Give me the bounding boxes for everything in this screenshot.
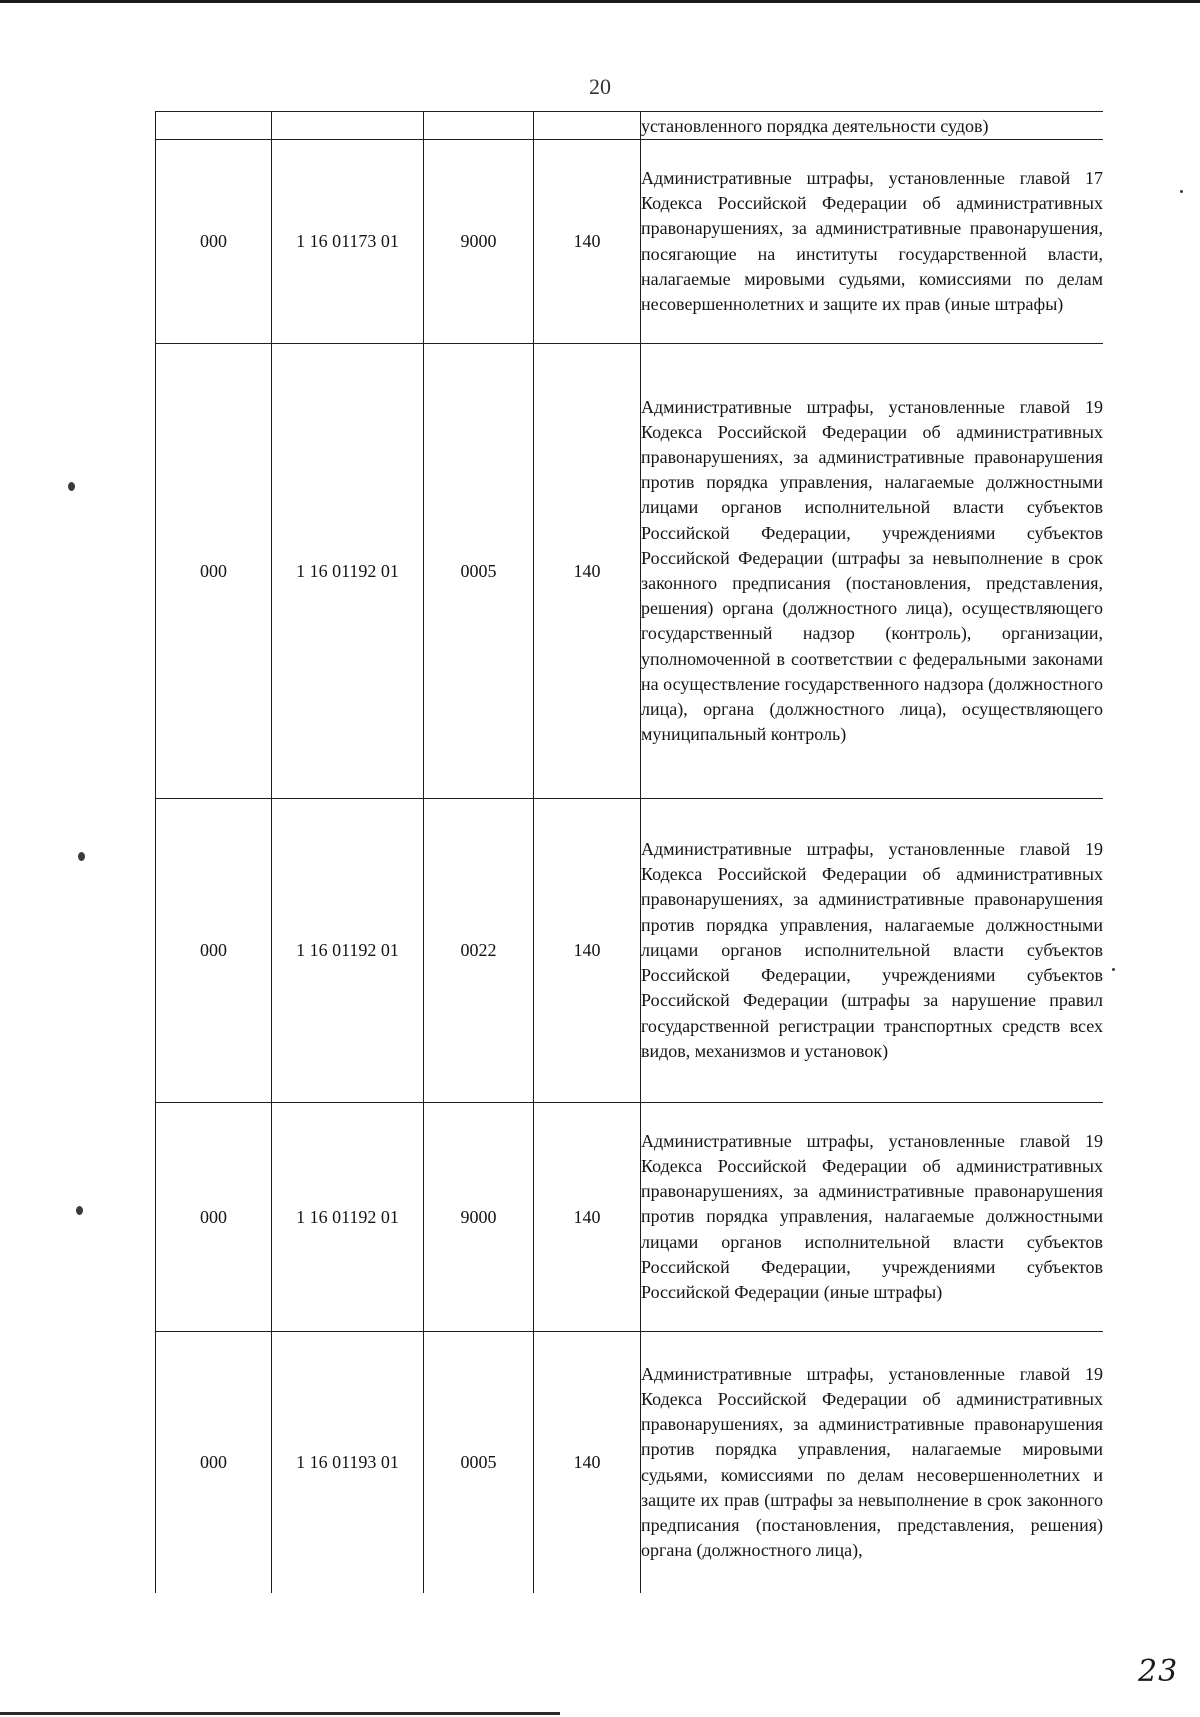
scan-speck: [76, 1206, 83, 1215]
kosgu-code-cell: 140: [534, 1332, 641, 1594]
description-cell: Административные штрафы, установленные главой 19 Кодекса Российской Федерации об административных правонарушениях, за административные правонарушения против порядка управления, налагаемые должностными лицами органов исполнительной власти субъектов Российской Федерации, учреждениями субъектов Российской Федерации (иные штрафы): [641, 1103, 1104, 1332]
kbk-code-cell: 1 16 01192 01: [272, 1103, 424, 1332]
kosgu-code-cell: [534, 112, 641, 140]
kosgu-code-cell: 140: [534, 1103, 641, 1332]
kbk-code-cell: 1 16 01192 01: [272, 344, 424, 799]
handwritten-sheet-number: 23: [1138, 1654, 1179, 1689]
admin-code-cell: 000: [156, 344, 272, 799]
page-number: 20: [589, 74, 611, 99]
program-code-cell: 0005: [424, 1332, 534, 1594]
description-cell: установленного порядка деятельности судов): [641, 112, 1104, 140]
program-code-cell: 0005: [424, 344, 534, 799]
admin-code-cell: [156, 112, 272, 140]
table-row: [156, 1103, 1104, 1332]
admin-code-cell: 000: [156, 799, 272, 1103]
admin-code-cell: 000: [156, 140, 272, 344]
description-cell: Административные штрафы, установленные главой 17 Кодекса Российской Федерации об административных правонарушениях, за административные правонарушения, посягающие на институты государственной власти, налагаемые мировыми судьями, комиссиями по делам несовершеннолетних и защите их прав (иные штрафы): [641, 140, 1104, 344]
table-row: [156, 1332, 1104, 1594]
program-code-cell: 9000: [424, 1103, 534, 1332]
table-row: [156, 140, 1104, 344]
scan-bottom-edge: [0, 1712, 560, 1715]
admin-code-cell: 000: [156, 1332, 272, 1594]
description-cell: Административные штрафы, установленные главой 19 Кодекса Российской Федерации об административных правонарушениях, за административные правонарушения против порядка управления, налагаемые должностными лицами органов исполнительной власти субъектов Российской Федерации, учреждениями субъектов Российской Федерации (штрафы за невыполнение в срок законного предписания (постановления, представления, решения) органа (должностного лица), осуществляющего государственный надзор (контроль), организации, уполномоченной в соответствии с федеральными законами на осуществление государственного надзора (должностного лица), органа (должностного лица), осуществляющего муниципальный контроль): [641, 344, 1104, 799]
admin-code-cell: 000: [156, 1103, 272, 1332]
table-row: [156, 799, 1104, 1103]
kbk-code-cell: 1 16 01173 01: [272, 140, 424, 344]
budget-classification-table: [155, 111, 1103, 1593]
description-cell: Административные штрафы, установленные главой 19 Кодекса Российской Федерации об административных правонарушениях, за административные правонарушения против порядка управления, налагаемые мировыми судьями, комиссиями по делам несовершеннолетних и защите их прав (штрафы за невыполнение в срок законного предписания (постановления, представления, решения) органа (должностного лица),: [641, 1332, 1104, 1594]
table-row: [156, 112, 1104, 140]
kbk-code-cell: 1 16 01193 01: [272, 1332, 424, 1594]
kosgu-code-cell: 140: [534, 140, 641, 344]
kbk-code-cell: [272, 112, 424, 140]
kbk-code-cell: 1 16 01192 01: [272, 799, 424, 1103]
scan-speck: [1112, 968, 1115, 971]
scan-speck: [1180, 190, 1183, 193]
kosgu-code-cell: 140: [534, 344, 641, 799]
description-cell: Административные штрафы, установленные главой 19 Кодекса Российской Федерации об административных правонарушениях, за административные правонарушения против порядка управления, налагаемые должностными лицами органов исполнительной власти субъектов Российской Федерации, учреждениями субъектов Российской Федерации (штрафы за нарушение правил государственной регистрации транспортных средств всех видов, механизмов и установок): [641, 799, 1104, 1103]
table-row: [156, 344, 1104, 799]
program-code-cell: [424, 112, 534, 140]
program-code-cell: 0022: [424, 799, 534, 1103]
scan-speck: [78, 852, 85, 861]
table-viewport: [155, 111, 1103, 1593]
kosgu-code-cell: 140: [534, 799, 641, 1103]
scan-speck: [68, 482, 75, 491]
scan-top-edge: [0, 0, 1200, 3]
program-code-cell: 9000: [424, 140, 534, 344]
